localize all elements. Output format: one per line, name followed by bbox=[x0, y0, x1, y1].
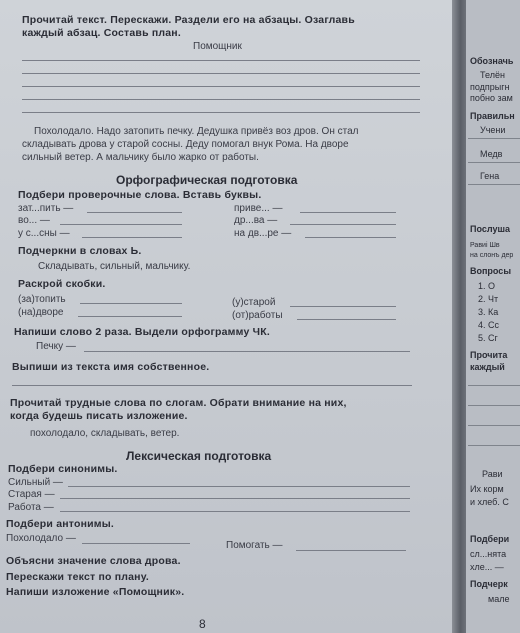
answer-line[interactable] bbox=[84, 351, 410, 352]
story-text-line: сильный ветер. А мальчику было жарко от работы. bbox=[22, 152, 259, 163]
task-essay: Напиши изложение «Помощник». bbox=[6, 586, 185, 598]
task-retell: Перескажи текст по плану. bbox=[6, 571, 149, 583]
antonym-word: Помогать — bbox=[226, 540, 283, 551]
right-text: подпрыгн bbox=[470, 82, 510, 92]
synonym-word: Старая — bbox=[8, 489, 55, 500]
chk-word: Печку — bbox=[36, 341, 76, 352]
section-orthography: Орфографическая подготовка bbox=[116, 173, 298, 187]
right-text: Их корм bbox=[470, 484, 504, 494]
right-text: Прочита bbox=[470, 350, 508, 360]
right-text: хле... — bbox=[470, 562, 504, 572]
check-word: зат...пить — bbox=[18, 203, 74, 214]
answer-line[interactable] bbox=[68, 486, 410, 487]
right-text: Подчерк bbox=[470, 579, 508, 589]
right-text: сл...нята bbox=[470, 549, 507, 559]
check-word: у с...сны — bbox=[18, 228, 70, 239]
check-word: др...ва — bbox=[234, 215, 278, 226]
right-text: Телён bbox=[480, 70, 505, 80]
task-read-text-line2: каждый абзац. Составь план. bbox=[22, 27, 181, 39]
synonym-word: Работа — bbox=[8, 502, 54, 513]
right-text: Рави bbox=[482, 469, 503, 479]
right-text: Обозначь bbox=[470, 56, 514, 66]
right-line bbox=[468, 405, 520, 406]
answer-line[interactable] bbox=[60, 498, 410, 499]
right-line bbox=[468, 445, 520, 446]
answer-line[interactable] bbox=[297, 319, 396, 320]
task-synonyms: Подбери синонимы. bbox=[8, 463, 118, 475]
answer-line[interactable] bbox=[290, 306, 396, 307]
right-text: каждый bbox=[470, 362, 505, 372]
answer-line[interactable] bbox=[296, 550, 406, 551]
answer-line[interactable] bbox=[87, 212, 182, 213]
right-text: Учени bbox=[480, 125, 506, 135]
right-text: Послуша bbox=[470, 224, 510, 234]
page-number: 8 bbox=[199, 617, 206, 631]
task-brackets: Раскрой скобки. bbox=[18, 278, 106, 290]
task-syllables-line1: Прочитай трудные слова по слогам. Обрати внимание на них, bbox=[10, 397, 347, 409]
answer-line[interactable] bbox=[80, 303, 182, 304]
right-line bbox=[468, 138, 520, 139]
bracket-word: (за)топить bbox=[18, 294, 66, 305]
bracket-word: (у)старой bbox=[232, 297, 276, 308]
right-text: Равиі Шв bbox=[470, 242, 500, 249]
write-line[interactable] bbox=[22, 73, 420, 74]
right-text: Медв bbox=[480, 149, 503, 159]
task-antonyms: Подбери антонимы. bbox=[6, 518, 115, 530]
right-text: и хлеб. С bbox=[470, 497, 509, 507]
right-line bbox=[468, 385, 520, 386]
check-word: во... — bbox=[18, 215, 50, 226]
answer-line[interactable] bbox=[290, 224, 396, 225]
check-word: на дв...ре — bbox=[234, 228, 292, 239]
bracket-word: (от)работы bbox=[232, 310, 283, 321]
book-spine bbox=[452, 0, 466, 633]
answer-line[interactable] bbox=[60, 511, 410, 512]
right-text: 3. Ка bbox=[478, 307, 499, 317]
write-line[interactable] bbox=[22, 99, 420, 100]
plan-title: Помощник bbox=[193, 41, 242, 52]
right-text: 4. Сс bbox=[478, 320, 500, 330]
task-syllables-line2: когда будешь писать изложение. bbox=[10, 410, 188, 422]
task-chk: Напиши слово 2 раза. Выдели орфограмму ЧК. bbox=[14, 326, 270, 338]
right-text: 2. Чт bbox=[478, 294, 499, 304]
right-line bbox=[468, 162, 520, 163]
answer-line[interactable] bbox=[78, 316, 182, 317]
right-line bbox=[468, 184, 520, 185]
story-text-line: складывать дрова у старой сосны. Деду помогал внук Рома. На дворе bbox=[22, 139, 349, 150]
right-text: мале bbox=[488, 594, 510, 604]
task-read-text-line1: Прочитай текст. Перескажи. Раздели его на абзацы. Озаглавь bbox=[22, 14, 355, 26]
story-text-line: Похолодало. Надо затопить печку. Дедушка привёз воз дров. Он стал bbox=[34, 126, 359, 137]
task-proper-name: Выпиши из текста имя собственное. bbox=[12, 361, 210, 373]
write-line[interactable] bbox=[22, 86, 420, 87]
write-line[interactable] bbox=[22, 60, 420, 61]
right-text: 1. О bbox=[478, 281, 496, 291]
task-soft-sign: Подчеркни в словах Ь. bbox=[18, 245, 142, 257]
right-line bbox=[468, 425, 520, 426]
task-meaning: Объясни значение слова дрова. bbox=[6, 555, 181, 567]
soft-sign-words: Складывать, сильный, мальчику. bbox=[38, 261, 191, 272]
right-text: на слонъ дер bbox=[470, 252, 514, 259]
answer-line[interactable] bbox=[300, 212, 396, 213]
answer-line[interactable] bbox=[82, 543, 190, 544]
workbook-page-right bbox=[466, 0, 520, 633]
right-text: побно зам bbox=[470, 93, 513, 103]
answer-line[interactable] bbox=[305, 237, 396, 238]
antonym-word: Похолодало — bbox=[6, 533, 76, 544]
right-text: Вопросы bbox=[470, 266, 512, 276]
write-line[interactable] bbox=[22, 112, 420, 113]
section-lexical: Лексическая подготовка bbox=[126, 449, 272, 463]
answer-line[interactable] bbox=[12, 385, 412, 386]
right-text: Гена bbox=[480, 171, 500, 181]
answer-line[interactable] bbox=[82, 237, 182, 238]
right-text: Правильн bbox=[470, 111, 515, 121]
check-word: приве... — bbox=[234, 203, 283, 214]
syllables-words: похолодало, складывать, ветер. bbox=[30, 428, 180, 439]
synonym-word: Сильный — bbox=[8, 477, 63, 488]
right-text: Подбери bbox=[470, 534, 510, 544]
bracket-word: (на)дворе bbox=[18, 307, 64, 318]
right-text: 5. Сг bbox=[478, 333, 498, 343]
task-check-words: Подбери проверочные слова. Вставь буквы. bbox=[18, 189, 262, 201]
answer-line[interactable] bbox=[60, 224, 182, 225]
